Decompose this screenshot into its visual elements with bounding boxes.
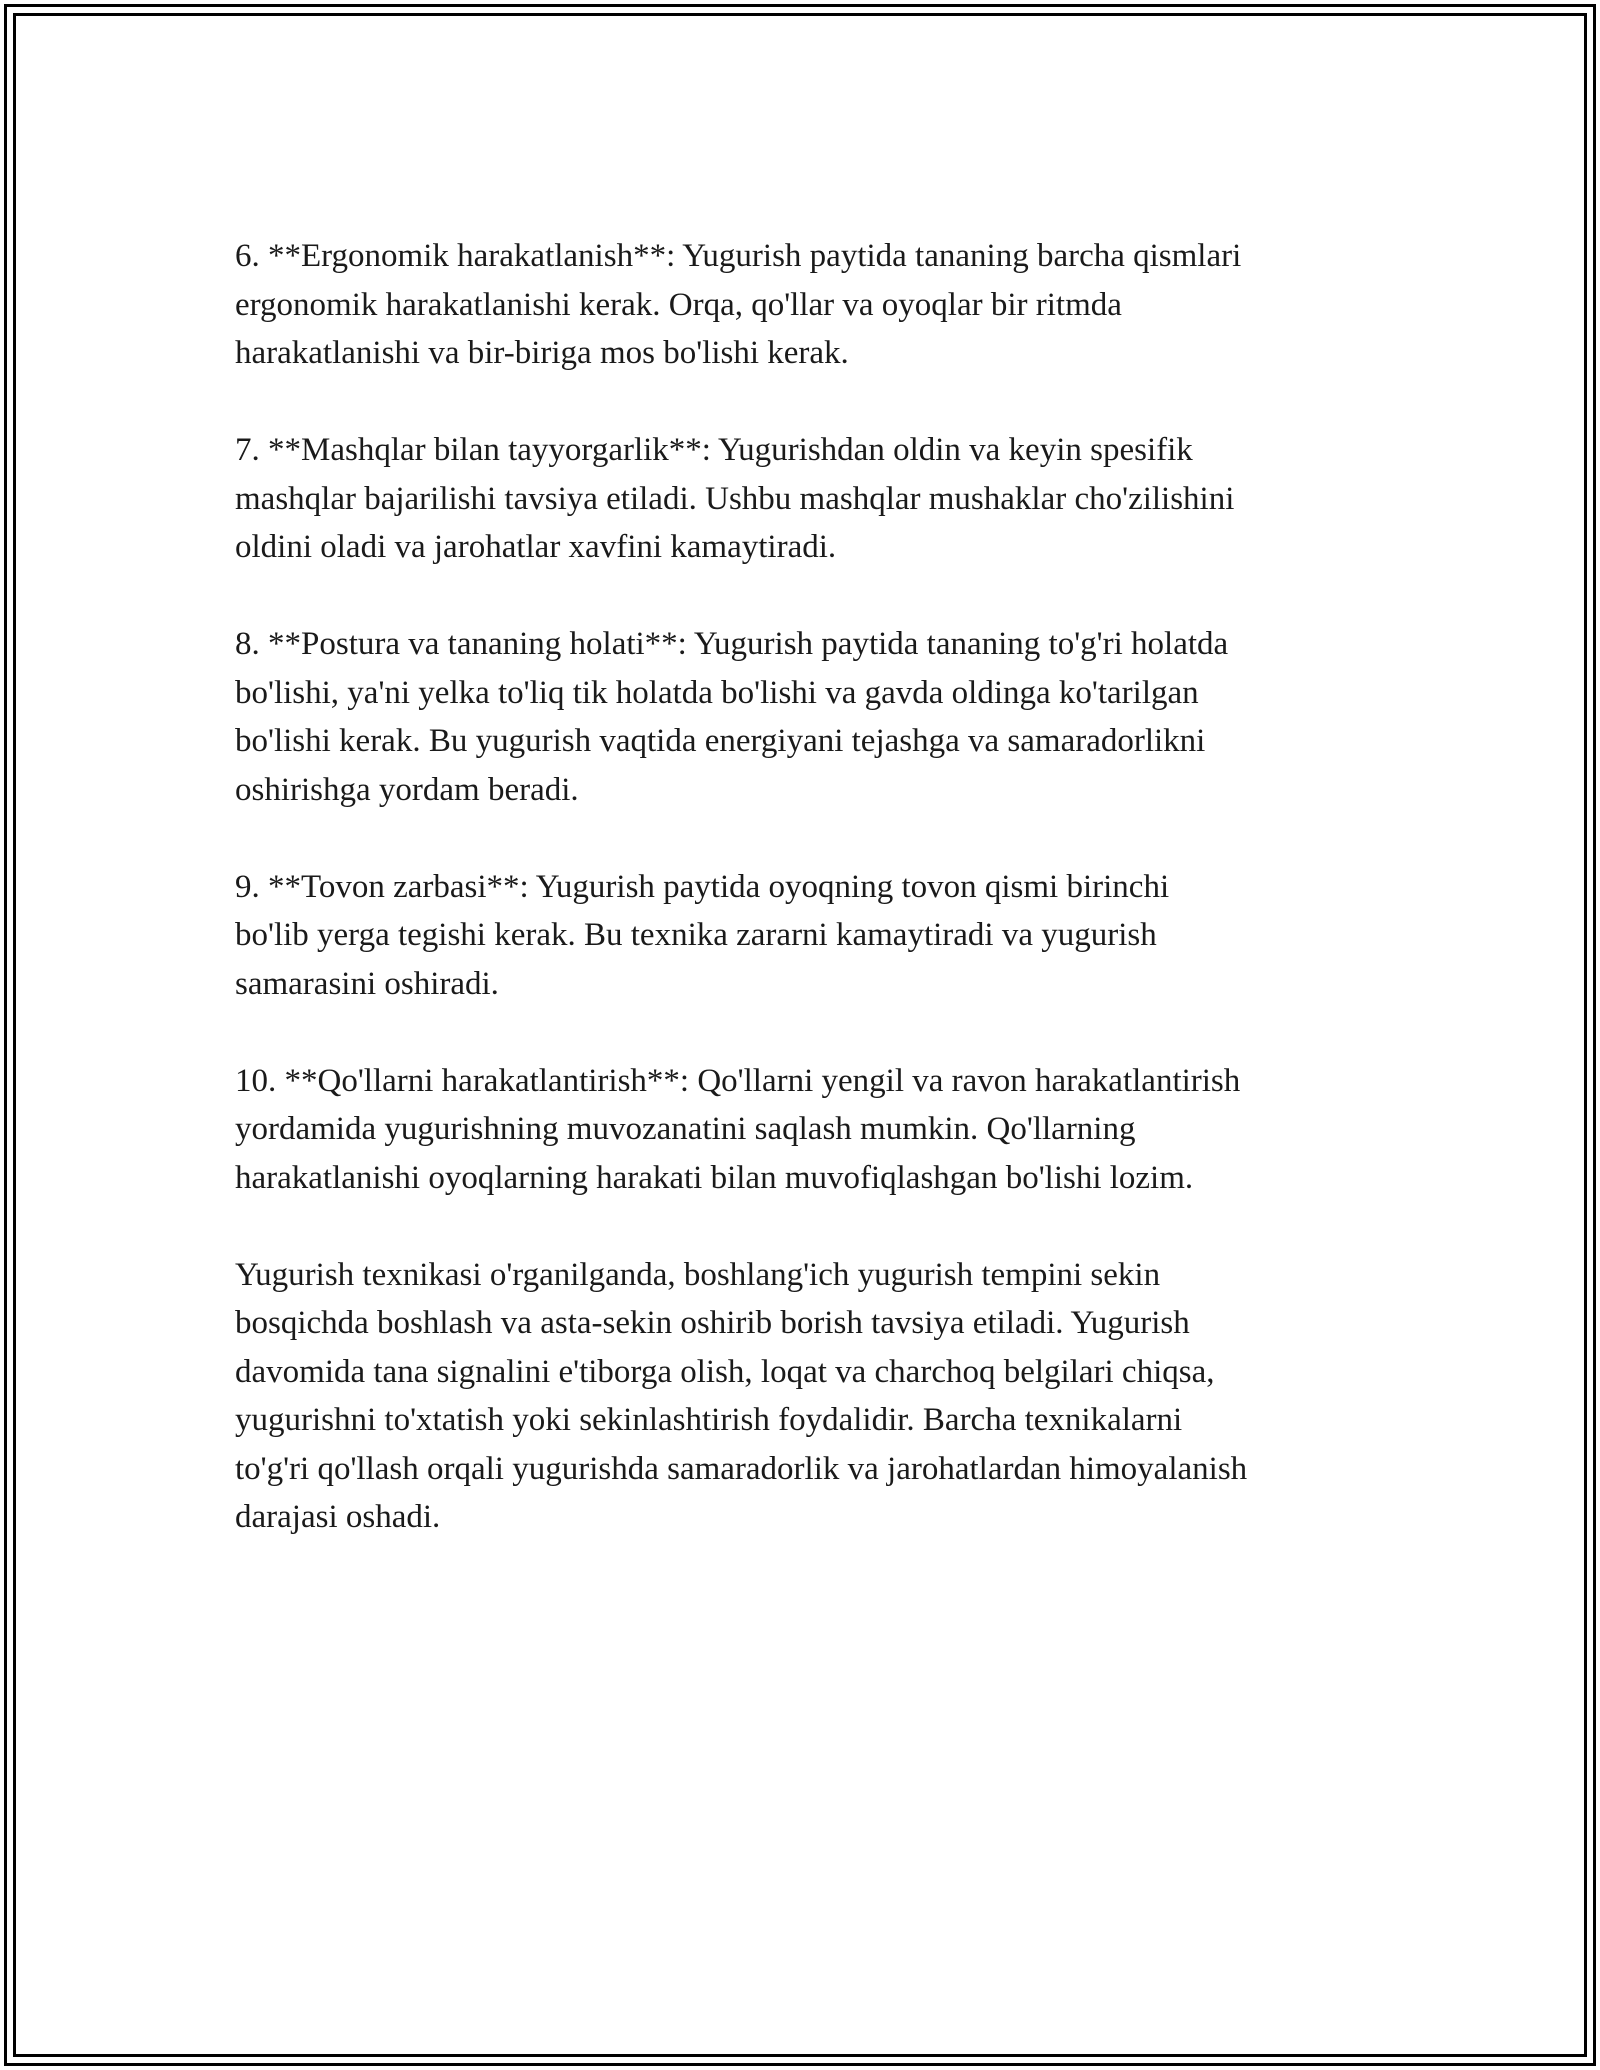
paragraph-conclusion <box>235 1251 1385 1542</box>
text-line: samarasini oshiradi. <box>235 965 499 1002</box>
paragraph-postura-va-tananing-holati <box>235 620 1385 814</box>
text-line: harakatlanishi oyoqlarning harakati bilan muvofiqlashgan bo'lishi lozim. <box>235 1159 1194 1196</box>
text-line: davomida tana signalini e'tiborga olish, loqat va charchoq belgilari chiqsa, <box>235 1353 1215 1390</box>
text-line: Yugurish texnikasi o'rganilganda, boshlang'ich yugurish tempini sekin <box>235 1256 1161 1293</box>
paragraph-tovon-zarbasi <box>235 863 1385 1009</box>
text-line: 9. **Tovon zarbasi**: Yugurish paytida oyoqning tovon qismi birinchi <box>235 868 1170 905</box>
paragraph-ergonomik-harakatlanish <box>235 232 1385 378</box>
text-line: harakatlanishi va bir-biriga mos bo'lishi kerak. <box>235 335 849 371</box>
text-line: 8. **Postura va tananing holati**: Yugurish paytida tananing to'g'ri holatda <box>235 626 1229 662</box>
paragraph-mashqlar-bilan-tayyorgarlik <box>235 426 1385 572</box>
text-line: yordamida yugurishning muvozanatini saqlash mumkin. Qo'llarning <box>235 1111 1136 1147</box>
text-line: darajasi oshadi. <box>235 1499 441 1535</box>
text-line: yugurishni to'xtatish yoki sekinlashtirish foydalidir. Barcha texnikalarni <box>235 1402 1183 1438</box>
text-line: bo'lib yerga tegishi kerak. Bu texnika zararni kamaytiradi va yugurish <box>235 917 1157 953</box>
text-line: 6. **Ergonomik harakatlanish**: Yugurish paytida tananing barcha qismlari <box>235 238 1242 274</box>
text-line: 7. **Mashqlar bilan tayyorgarlik**: Yugurishdan oldin va keyin spesifik <box>235 432 1193 468</box>
text-line: bo'lishi kerak. Bu yugurish vaqtida energiyani tejashga va samaradorlikni <box>235 723 1206 759</box>
text-line: oshirishga yordam beradi. <box>235 771 579 808</box>
text-line: to'g'ri qo'llash orqali yugurishda samaradorlik va jarohatlardan himoyalanish <box>235 1450 1248 1487</box>
text-line: bo'lishi, ya'ni yelka to'liq tik holatda bo'lishi va gavda oldinga ko'tarilgan <box>235 674 1199 711</box>
paragraph-qollarni-harakatlantirish <box>235 1057 1385 1203</box>
text-line: 10. **Qo'llarni harakatlantirish**: Qo'llarni yengil va ravon harakatlantirish <box>235 1062 1241 1099</box>
document-body <box>235 232 1385 1590</box>
text-line: ergonomik harakatlanishi kerak. Orqa, qo'llar va oyoqlar bir ritmda <box>235 286 1122 323</box>
text-line: mashqlar bajarilishi tavsiya etiladi. Ushbu mashqlar mushaklar cho'zilishini <box>235 480 1235 517</box>
text-line: bosqichda boshlash va asta-sekin oshirib borish tavsiya etiladi. Yugurish <box>235 1305 1190 1341</box>
text-line: oldini oladi va jarohatlar xavfini kamaytiradi. <box>235 529 837 565</box>
